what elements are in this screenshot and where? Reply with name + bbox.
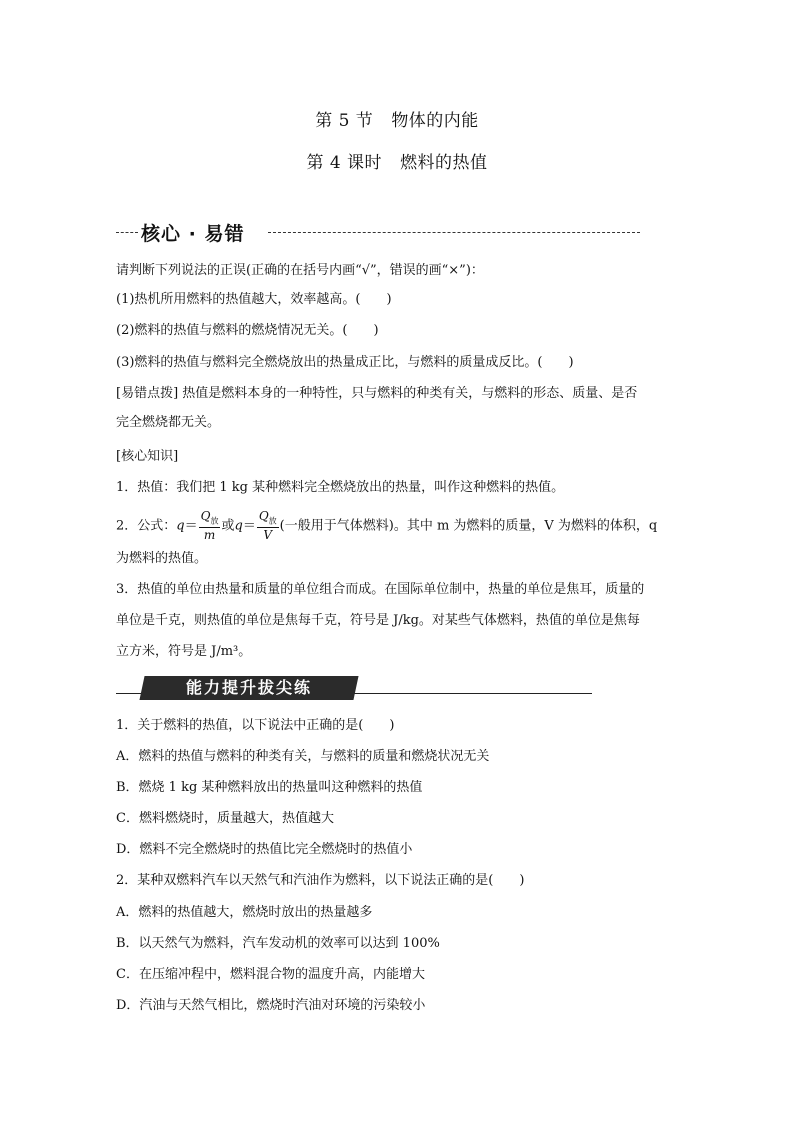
page-title: [0, 106, 794, 131]
tip-line-2: 完全燃烧都无关。: [116, 415, 221, 430]
knowledge-2-formula: 2．公式：q＝ $\frac{Q_放}{m}$ 或q＝ $\frac{Q_放}{V}$ (一般用于气体燃料)。其中 m 为燃料的质量，V 为燃料的体积，q: [116, 509, 658, 543]
knowledge-3-line1: 3．热值的单位由热量和质量的单位组合而成。在国际单位制中，热量的单位是焦耳，质量的: [116, 582, 645, 597]
judge-item-1: (1)热机所用燃料的热值越大，效率越高。( ): [116, 292, 392, 307]
knowledge-1: 1．热值：我们把 1 kg 某种燃料完全燃烧放出的热量，叫作这种燃料的热值。: [116, 480, 565, 495]
judge-item-2: (2)燃料的热值与燃料的燃烧情况无关。( ): [116, 323, 379, 338]
knowledge-label: [核心知识]: [116, 449, 179, 464]
fraction-q-over-m: $\frac{Q_放}{m}$: [200, 509, 219, 543]
q1-option-c: C．燃料燃烧时，质量越大，热值越大: [116, 811, 334, 826]
tip-line-1: [易错点拨] 热值是燃料本身的一种特性，只与燃料的种类有关，与燃料的形态、质量、是否: [116, 386, 638, 401]
q1-option-d: D．燃料不完全燃烧时的热值比完全燃烧时的热值小: [116, 842, 413, 857]
core-instruction: 请判断下列说法的正误(正确的在括号内画“√”，错误的画“×”)：: [116, 263, 484, 278]
q1-option-b: B．燃烧 1 kg 某种燃料放出的热量叫这种燃料的热值: [116, 780, 423, 795]
core-heading-text: 核心 · 易错: [141, 223, 245, 245]
question-1: 1．关于燃料的热值，以下说法中正确的是( ): [116, 718, 395, 733]
question-2: 2．某种双燃料汽车以天然气和汽油作为燃料，以下说法正确的是( ): [116, 873, 525, 888]
subtitle-topic: 燃料的热值: [400, 153, 488, 173]
practice-banner: [116, 674, 592, 704]
q2-option-a: A．燃料的热值越大，燃烧时放出的热量越多: [116, 905, 373, 920]
q2-option-d: D．汽油与天然气相比，燃烧时汽油对环境的污染较小: [116, 998, 426, 1013]
knowledge-2-line2: 为燃料的热值。: [116, 551, 208, 566]
judge-item-3: (3)燃料的热值与燃料完全燃烧放出的热量成正比，与燃料的质量成反比。( ): [116, 355, 574, 370]
q2-option-c: C．在压缩冲程中，燃料混合物的温度升高，内能增大: [116, 967, 425, 982]
heading-dash-right: [268, 232, 640, 233]
fraction-q-over-v: $\frac{Q_放}{V}$: [258, 509, 277, 543]
title-section: 第 5 节: [315, 111, 374, 131]
banner-text: 能力提升拔尖练: [185, 678, 312, 697]
subtitle-lesson: 第 4 课时: [306, 153, 383, 173]
heading-dash-left: [116, 232, 138, 233]
core-section-heading: [116, 219, 640, 247]
page-subtitle: [0, 148, 794, 173]
knowledge-3-line2: 单位是千克，则热值的单位是焦每千克，符号是 J/kg。对某些气体燃料，热值的单位是焦每: [116, 613, 640, 628]
title-topic: 物体的内能: [391, 111, 479, 131]
q1-option-a: A．燃料的热值与燃料的种类有关，与燃料的质量和燃烧状况无关: [116, 749, 490, 764]
knowledge-3-line3: 立方米，符号是 J/m³。: [116, 644, 252, 659]
q2-option-b: B．以天然气为燃料，汽车发动机的效率可以达到 100%: [116, 936, 440, 951]
